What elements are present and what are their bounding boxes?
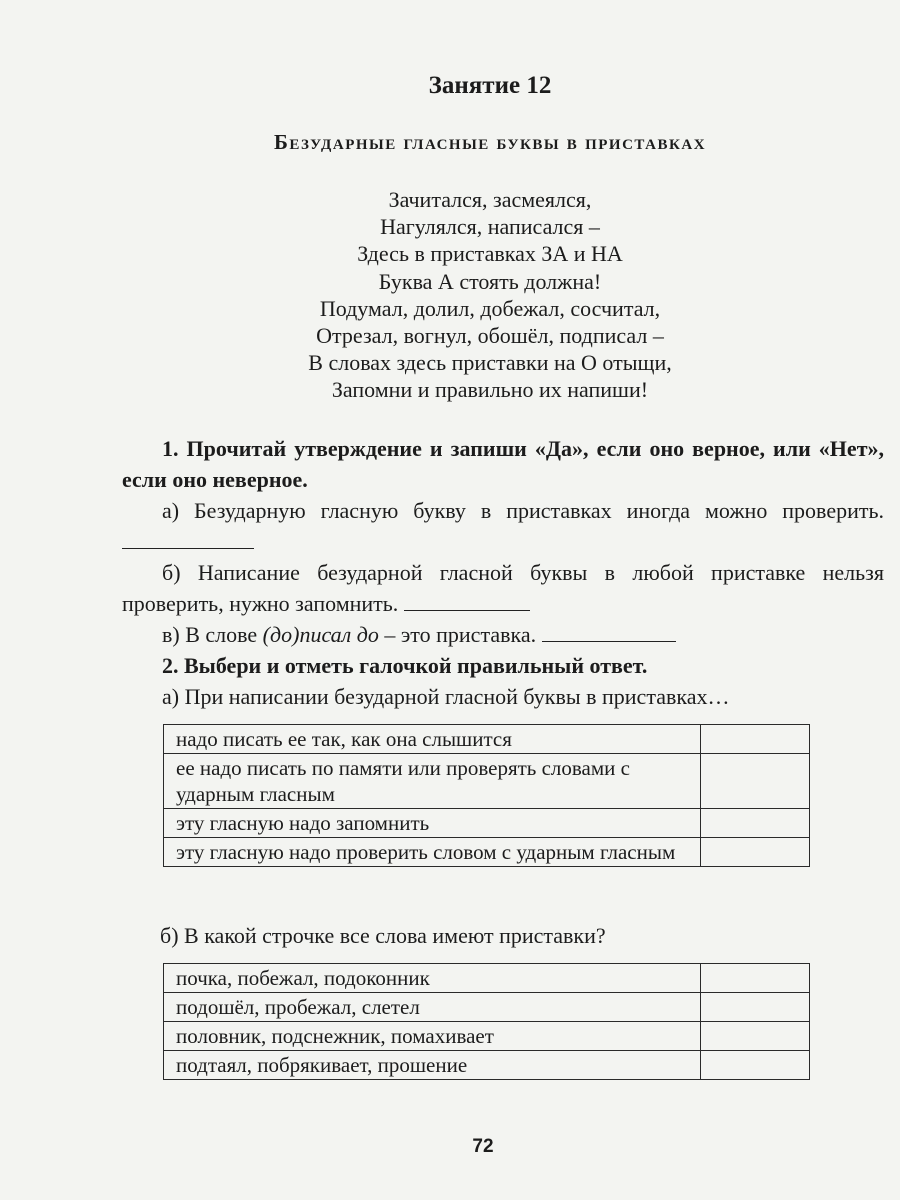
table-row xyxy=(164,754,810,809)
checkmark-cell[interactable] xyxy=(701,838,810,867)
task-1-item-b-text: б) Написание безударной гласной буквы в любой приставке нельзя проверить, нужно запомнить. xyxy=(122,560,884,616)
task-1-item-a xyxy=(122,495,884,557)
answer-blank-a[interactable] xyxy=(122,530,254,549)
task-2 xyxy=(122,650,884,712)
task-1-item-a-text: а) Безударную гласную букву в приставках иногда можно проверить. xyxy=(162,498,884,523)
lesson-subtitle: Безударные гласные буквы в приставках xyxy=(273,130,707,154)
table-row xyxy=(164,1022,810,1051)
answer-blank-c[interactable] xyxy=(542,623,676,642)
table-row xyxy=(164,964,810,993)
options-table-b xyxy=(163,963,810,1080)
checkmark-cell[interactable] xyxy=(701,1051,810,1080)
checkmark-cell[interactable] xyxy=(701,993,810,1022)
task-1-item-c-text-after: – это приставка. xyxy=(378,622,537,647)
task-2-question-b: б) В какой строчке все слова имеют приставки? xyxy=(160,923,606,948)
task-1 xyxy=(122,433,884,650)
task-2-heading: 2. Выбери и отметь галочкой правильный ответ. xyxy=(162,653,648,678)
option-text: эту гласную надо проверить словом с ударным гласным xyxy=(164,838,701,867)
checkmark-cell[interactable] xyxy=(701,964,810,993)
task-2-question-a: а) При написании безударной гласной буквы в приставках… xyxy=(162,684,730,709)
poem xyxy=(0,186,900,404)
table-row xyxy=(164,993,810,1022)
task-1-item-c-word: (до)писал до xyxy=(262,622,379,647)
poem-line: Нагулялся, написался – xyxy=(380,214,600,240)
options-table-a xyxy=(163,724,810,867)
checkmark-cell[interactable] xyxy=(701,754,810,809)
table-row xyxy=(164,809,810,838)
lesson-title: Занятие 12 xyxy=(428,72,552,99)
option-text: ее надо писать по памяти или проверять словами с ударным гласным xyxy=(164,754,701,809)
answer-blank-b[interactable] xyxy=(404,592,530,611)
option-text: эту гласную надо запомнить xyxy=(164,809,701,838)
task-1-item-b xyxy=(122,557,884,619)
task-1-item-c xyxy=(122,619,884,650)
poem-line: Запомни и правильно их напиши! xyxy=(331,377,649,403)
task-1-item-c-text-before: в) В слове xyxy=(162,622,263,647)
option-text: надо писать ее так, как она слышится xyxy=(164,725,701,754)
checkmark-cell[interactable] xyxy=(701,725,810,754)
option-text: подтаял, побрякивает, прошение xyxy=(164,1051,701,1080)
task-1-heading: 1. Прочитай утверждение и запиши «Да», если оно верное, или «Нет», если оно неверное. xyxy=(122,436,884,492)
checkmark-cell[interactable] xyxy=(701,1022,810,1051)
poem-line: Отрезал, вогнул, обошёл, подписал – xyxy=(316,323,664,349)
option-text: подошёл, пробежал, слетел xyxy=(164,993,701,1022)
poem-line: В словах здесь приставки на О отыщи, xyxy=(308,350,672,376)
poem-line: Зачитался, засмеялся, xyxy=(388,187,592,212)
table-row xyxy=(164,725,810,754)
table-row xyxy=(164,1051,810,1080)
page-number: 72 xyxy=(472,1136,494,1157)
poem-line: Буква А стоять должна! xyxy=(378,268,602,294)
option-text: почка, побежал, подоконник xyxy=(164,964,701,993)
poem-line: Здесь в приставках ЗА и НА xyxy=(357,241,623,267)
table-row xyxy=(164,838,810,867)
checkmark-cell[interactable] xyxy=(701,809,810,838)
poem-line: Подумал, долил, добежал, сосчитал, xyxy=(319,295,661,321)
option-text: половник, подснежник, помахивает xyxy=(164,1022,701,1051)
